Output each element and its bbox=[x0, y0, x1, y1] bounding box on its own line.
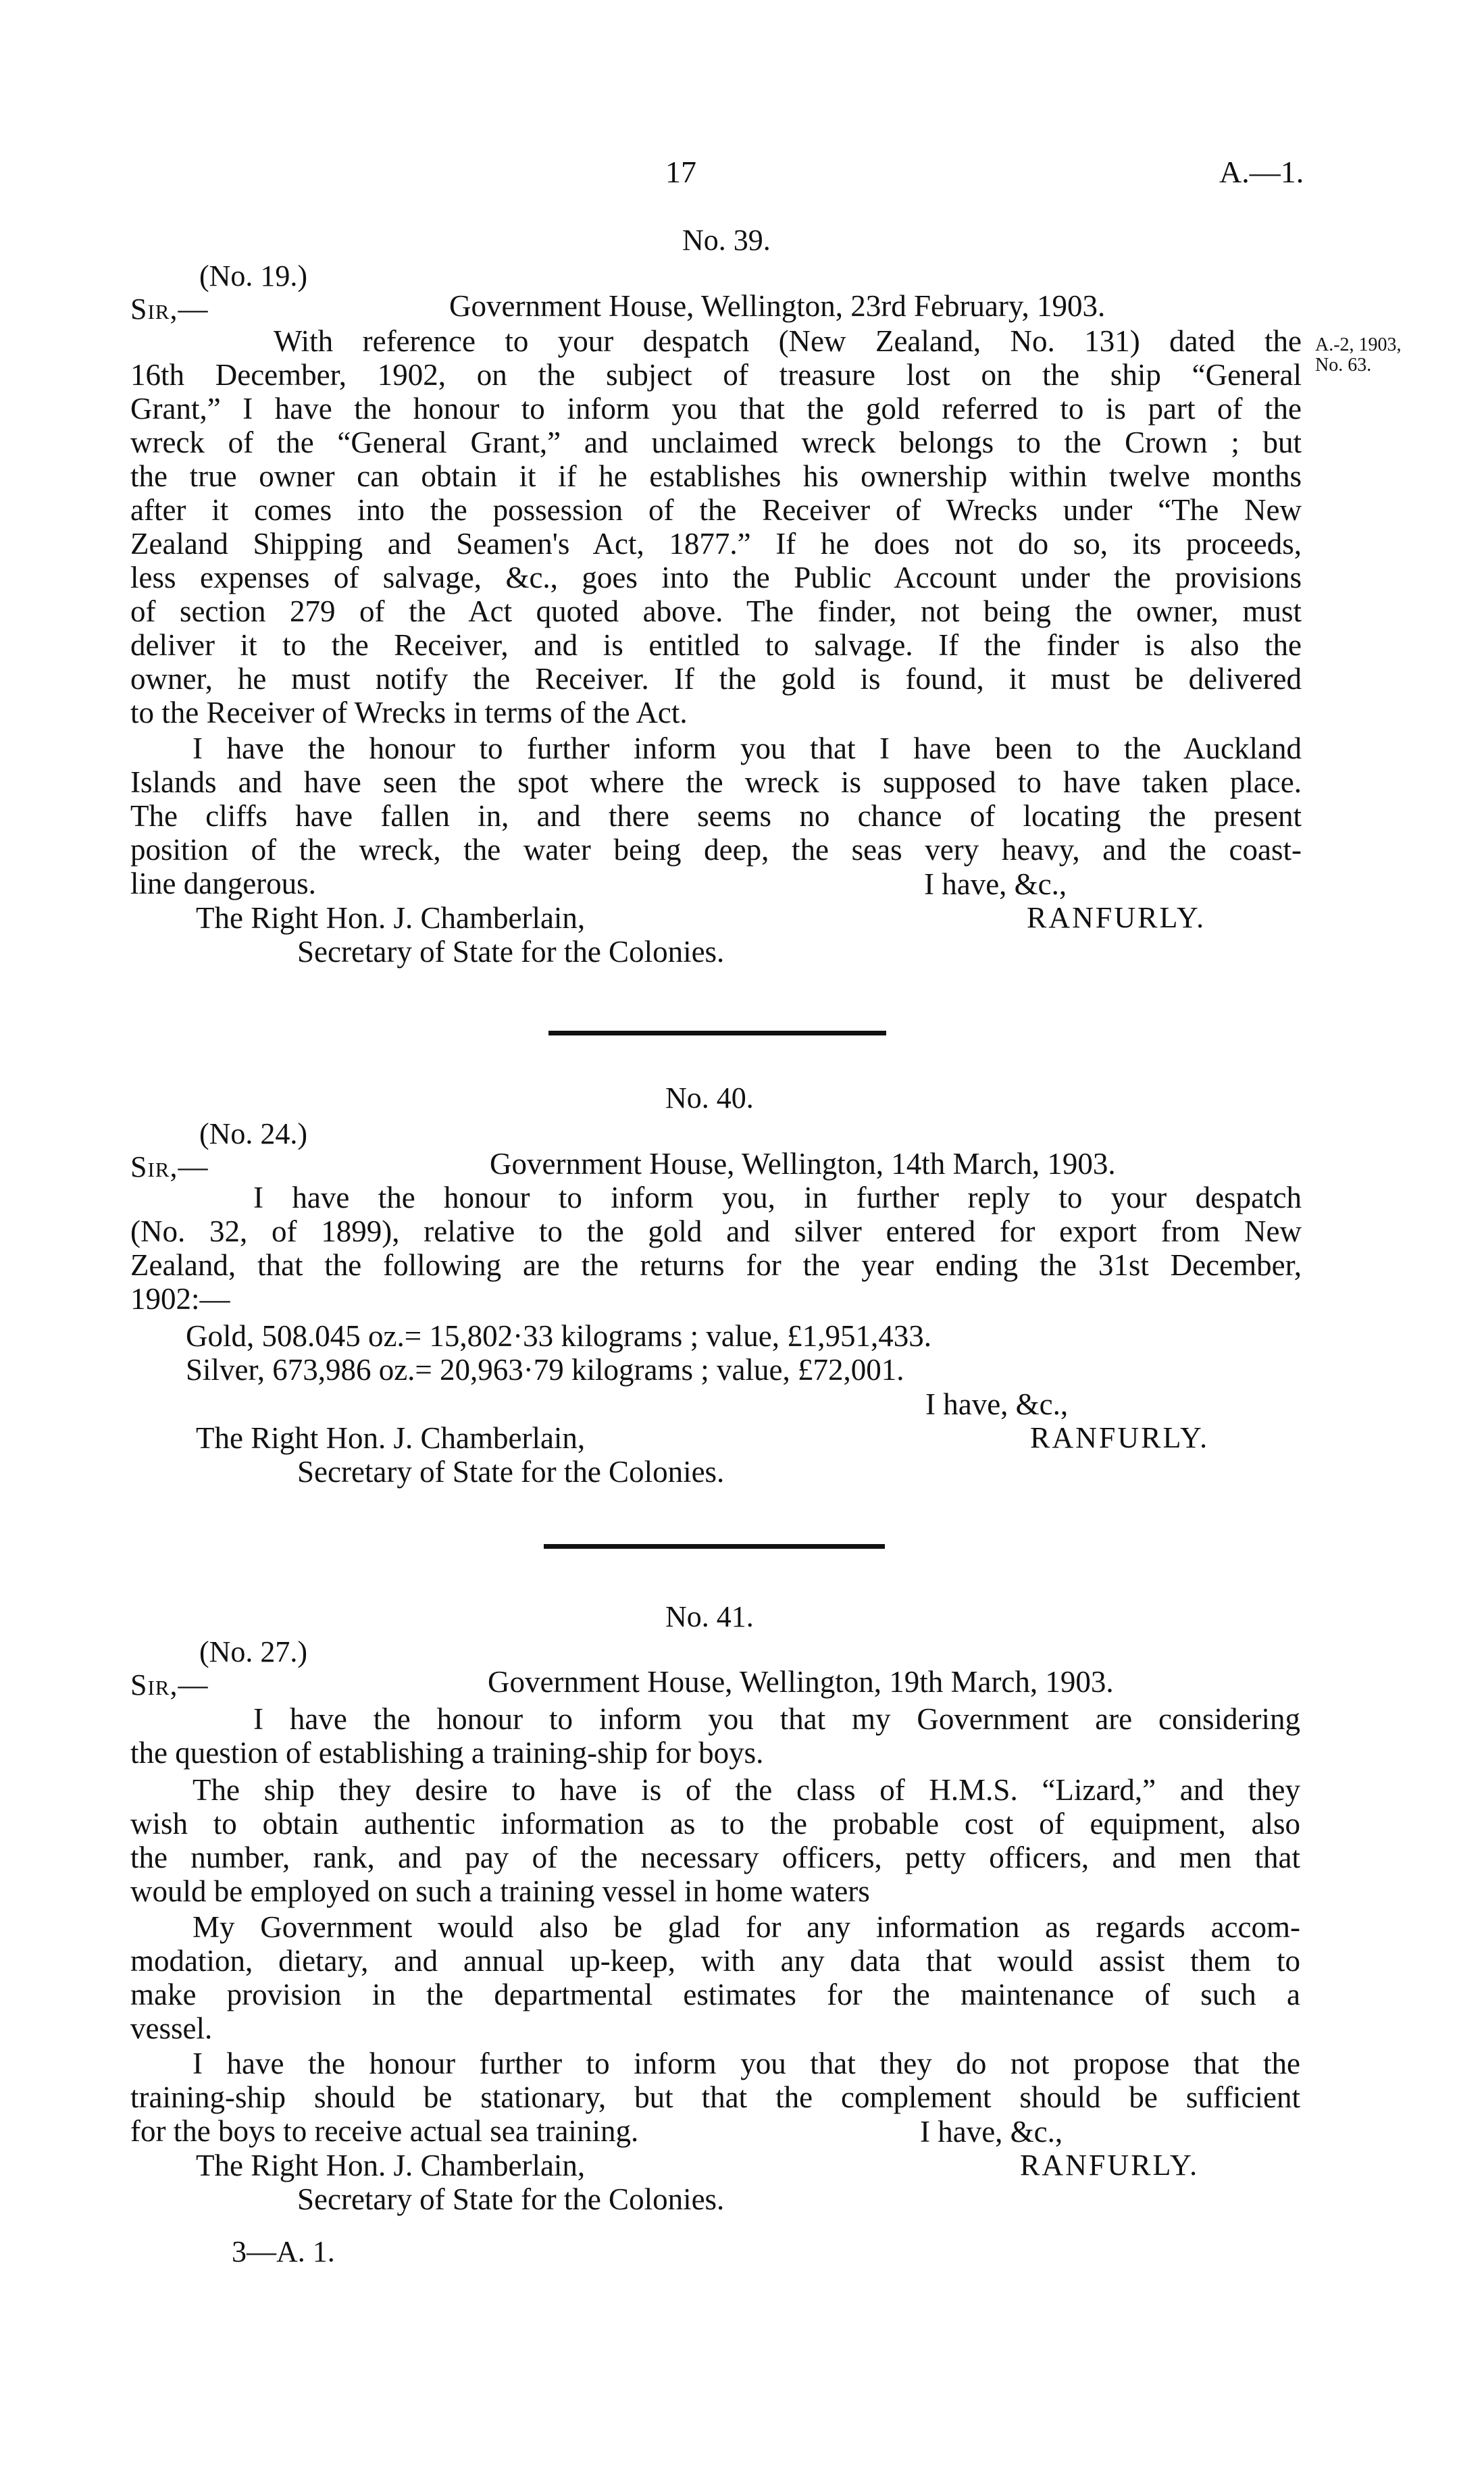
address-date: Government House, Wellington, 19th March, 1903. bbox=[488, 1665, 1114, 1699]
closing: I have, &c., bbox=[920, 2115, 1063, 2149]
address-date: Government House, Wellington, 23rd February, 1903. bbox=[449, 289, 1106, 323]
body-line: wreck of the “General Grant,” and unclaimed wreck belongs to the Crown ; but bbox=[130, 426, 1302, 459]
body-line: the question of establishing a training-ship for boys. bbox=[130, 1736, 764, 1770]
body-line: Zealand, that the following are the returns for the year ending the 31st December, bbox=[130, 1248, 1302, 1282]
body-line: The cliffs have fallen in, and there seems no chance of locating the present bbox=[130, 799, 1302, 833]
recipient-name: The Right Hon. J. Chamberlain, bbox=[196, 1421, 586, 1455]
signature: RANFURLY. bbox=[1030, 1421, 1210, 1454]
recipient-title: Secretary of State for the Colonies. bbox=[297, 935, 725, 969]
body-line: vessel. bbox=[130, 2011, 213, 2045]
body-line: Islands and have seen the spot where the wreck is supposed to have taken place. bbox=[130, 765, 1302, 799]
document-reference: A.—1. bbox=[1219, 155, 1304, 189]
recipient-title: Secretary of State for the Colonies. bbox=[297, 2182, 725, 2216]
body-line: wish to obtain authentic information as to the probable cost of equipment, also bbox=[130, 1807, 1300, 1841]
body-line: for the boys to receive actual sea training. bbox=[130, 2114, 639, 2148]
page-number: 17 bbox=[665, 155, 696, 189]
body-line: 1902:— bbox=[130, 1282, 230, 1316]
body-line: line dangerous. bbox=[130, 867, 316, 900]
body-line: I have the honour further to inform you that they do not propose that the bbox=[193, 2047, 1300, 2080]
section-divider bbox=[544, 1544, 885, 1549]
recipient-name: The Right Hon. J. Chamberlain, bbox=[196, 2149, 586, 2182]
silver-return: Silver, 673,986 oz.= 20,963·79 kilograms ; value, £72,001. bbox=[186, 1353, 904, 1387]
margin-note: A.-2, 1903, No. 63. bbox=[1315, 334, 1402, 376]
body-line: I have the honour to further inform you that I have been to the Auckland bbox=[193, 732, 1302, 765]
letter-heading: No. 41. bbox=[665, 1600, 754, 1633]
despatch-number: (No. 27.) bbox=[199, 1635, 308, 1668]
gold-return: Gold, 508.045 oz.= 15,802·33 kilograms ; value, £1,951,433. bbox=[186, 1319, 932, 1353]
body-line: position of the wreck, the water being deep, the seas very heavy, and the coast- bbox=[130, 833, 1302, 867]
body-line: make provision in the departmental estimates for the maintenance of such a bbox=[130, 1978, 1300, 2011]
despatch-number: (No. 19.) bbox=[199, 259, 308, 292]
body-line: to the Receiver of Wrecks in terms of the Act. bbox=[130, 696, 688, 729]
recipient-name: The Right Hon. J. Chamberlain, bbox=[196, 901, 586, 935]
recipient-title: Secretary of State for the Colonies. bbox=[297, 1455, 725, 1489]
body-line: training-ship should be stationary, but that the complement should be sufficient bbox=[130, 2080, 1300, 2114]
salutation: Sir,— bbox=[130, 292, 209, 326]
body-line: owner, he must notify the Receiver. If the gold is found, it must be delivered bbox=[130, 662, 1302, 696]
body-line: the number, rank, and pay of the necessary officers, petty officers, and men that bbox=[130, 1841, 1300, 1874]
address-date: Government House, Wellington, 14th March, 1903. bbox=[490, 1147, 1116, 1181]
closing: I have, &c., bbox=[925, 1387, 1069, 1421]
letter-heading: No. 39. bbox=[682, 224, 771, 257]
body-line: would be employed on such a training vessel in home waters bbox=[130, 1874, 870, 1908]
body-line: Zealand Shipping and Seamen's Act, 1877.” If he does not do so, its proceeds, bbox=[130, 527, 1302, 561]
body-line: of section 279 of the Act quoted above. The finder, not being the owner, must bbox=[130, 594, 1302, 628]
body-line: I have the honour to inform you, in further reply to your despatch bbox=[253, 1181, 1302, 1214]
body-line: less expenses of salvage, &c., goes into the Public Account under the provisions bbox=[130, 561, 1302, 594]
body-line: deliver it to the Receiver, and is entitled to salvage. If the finder is also the bbox=[130, 628, 1302, 662]
body-line: I have the honour to inform you that my Government are considering bbox=[253, 1702, 1300, 1736]
signature: RANFURLY. bbox=[1027, 901, 1206, 934]
letter-heading: No. 40. bbox=[665, 1081, 754, 1114]
body-line: Grant,” I have the honour to inform you that the gold referred to is part of the bbox=[130, 392, 1302, 426]
closing: I have, &c., bbox=[924, 867, 1067, 901]
signature: RANFURLY. bbox=[1020, 2149, 1200, 2182]
body-line: With reference to your despatch (New Zealand, No. 131) dated the bbox=[274, 324, 1302, 358]
body-line: 16th December, 1902, on the subject of treasure lost on the ship “General bbox=[130, 358, 1302, 392]
section-divider bbox=[548, 1031, 886, 1035]
salutation: Sir,— bbox=[130, 1668, 209, 1701]
body-line: after it comes into the possession of the Receiver of Wrecks under “The New bbox=[130, 493, 1302, 527]
printer-signature-mark: 3—A. 1. bbox=[232, 2235, 335, 2268]
body-line: My Government would also be glad for any information as regards accom- bbox=[193, 1910, 1300, 1944]
body-line: modation, dietary, and annual up-keep, with any data that would assist them to bbox=[130, 1944, 1300, 1978]
body-line: The ship they desire to have is of the class of H.M.S. “Lizard,” and they bbox=[193, 1773, 1300, 1807]
body-line: (No. 32, of 1899), relative to the gold and silver entered for export from New bbox=[130, 1214, 1302, 1248]
despatch-number: (No. 24.) bbox=[199, 1117, 308, 1150]
body-line: the true owner can obtain it if he establishes his ownership within twelve months bbox=[130, 459, 1302, 493]
salutation: Sir,— bbox=[130, 1150, 209, 1183]
